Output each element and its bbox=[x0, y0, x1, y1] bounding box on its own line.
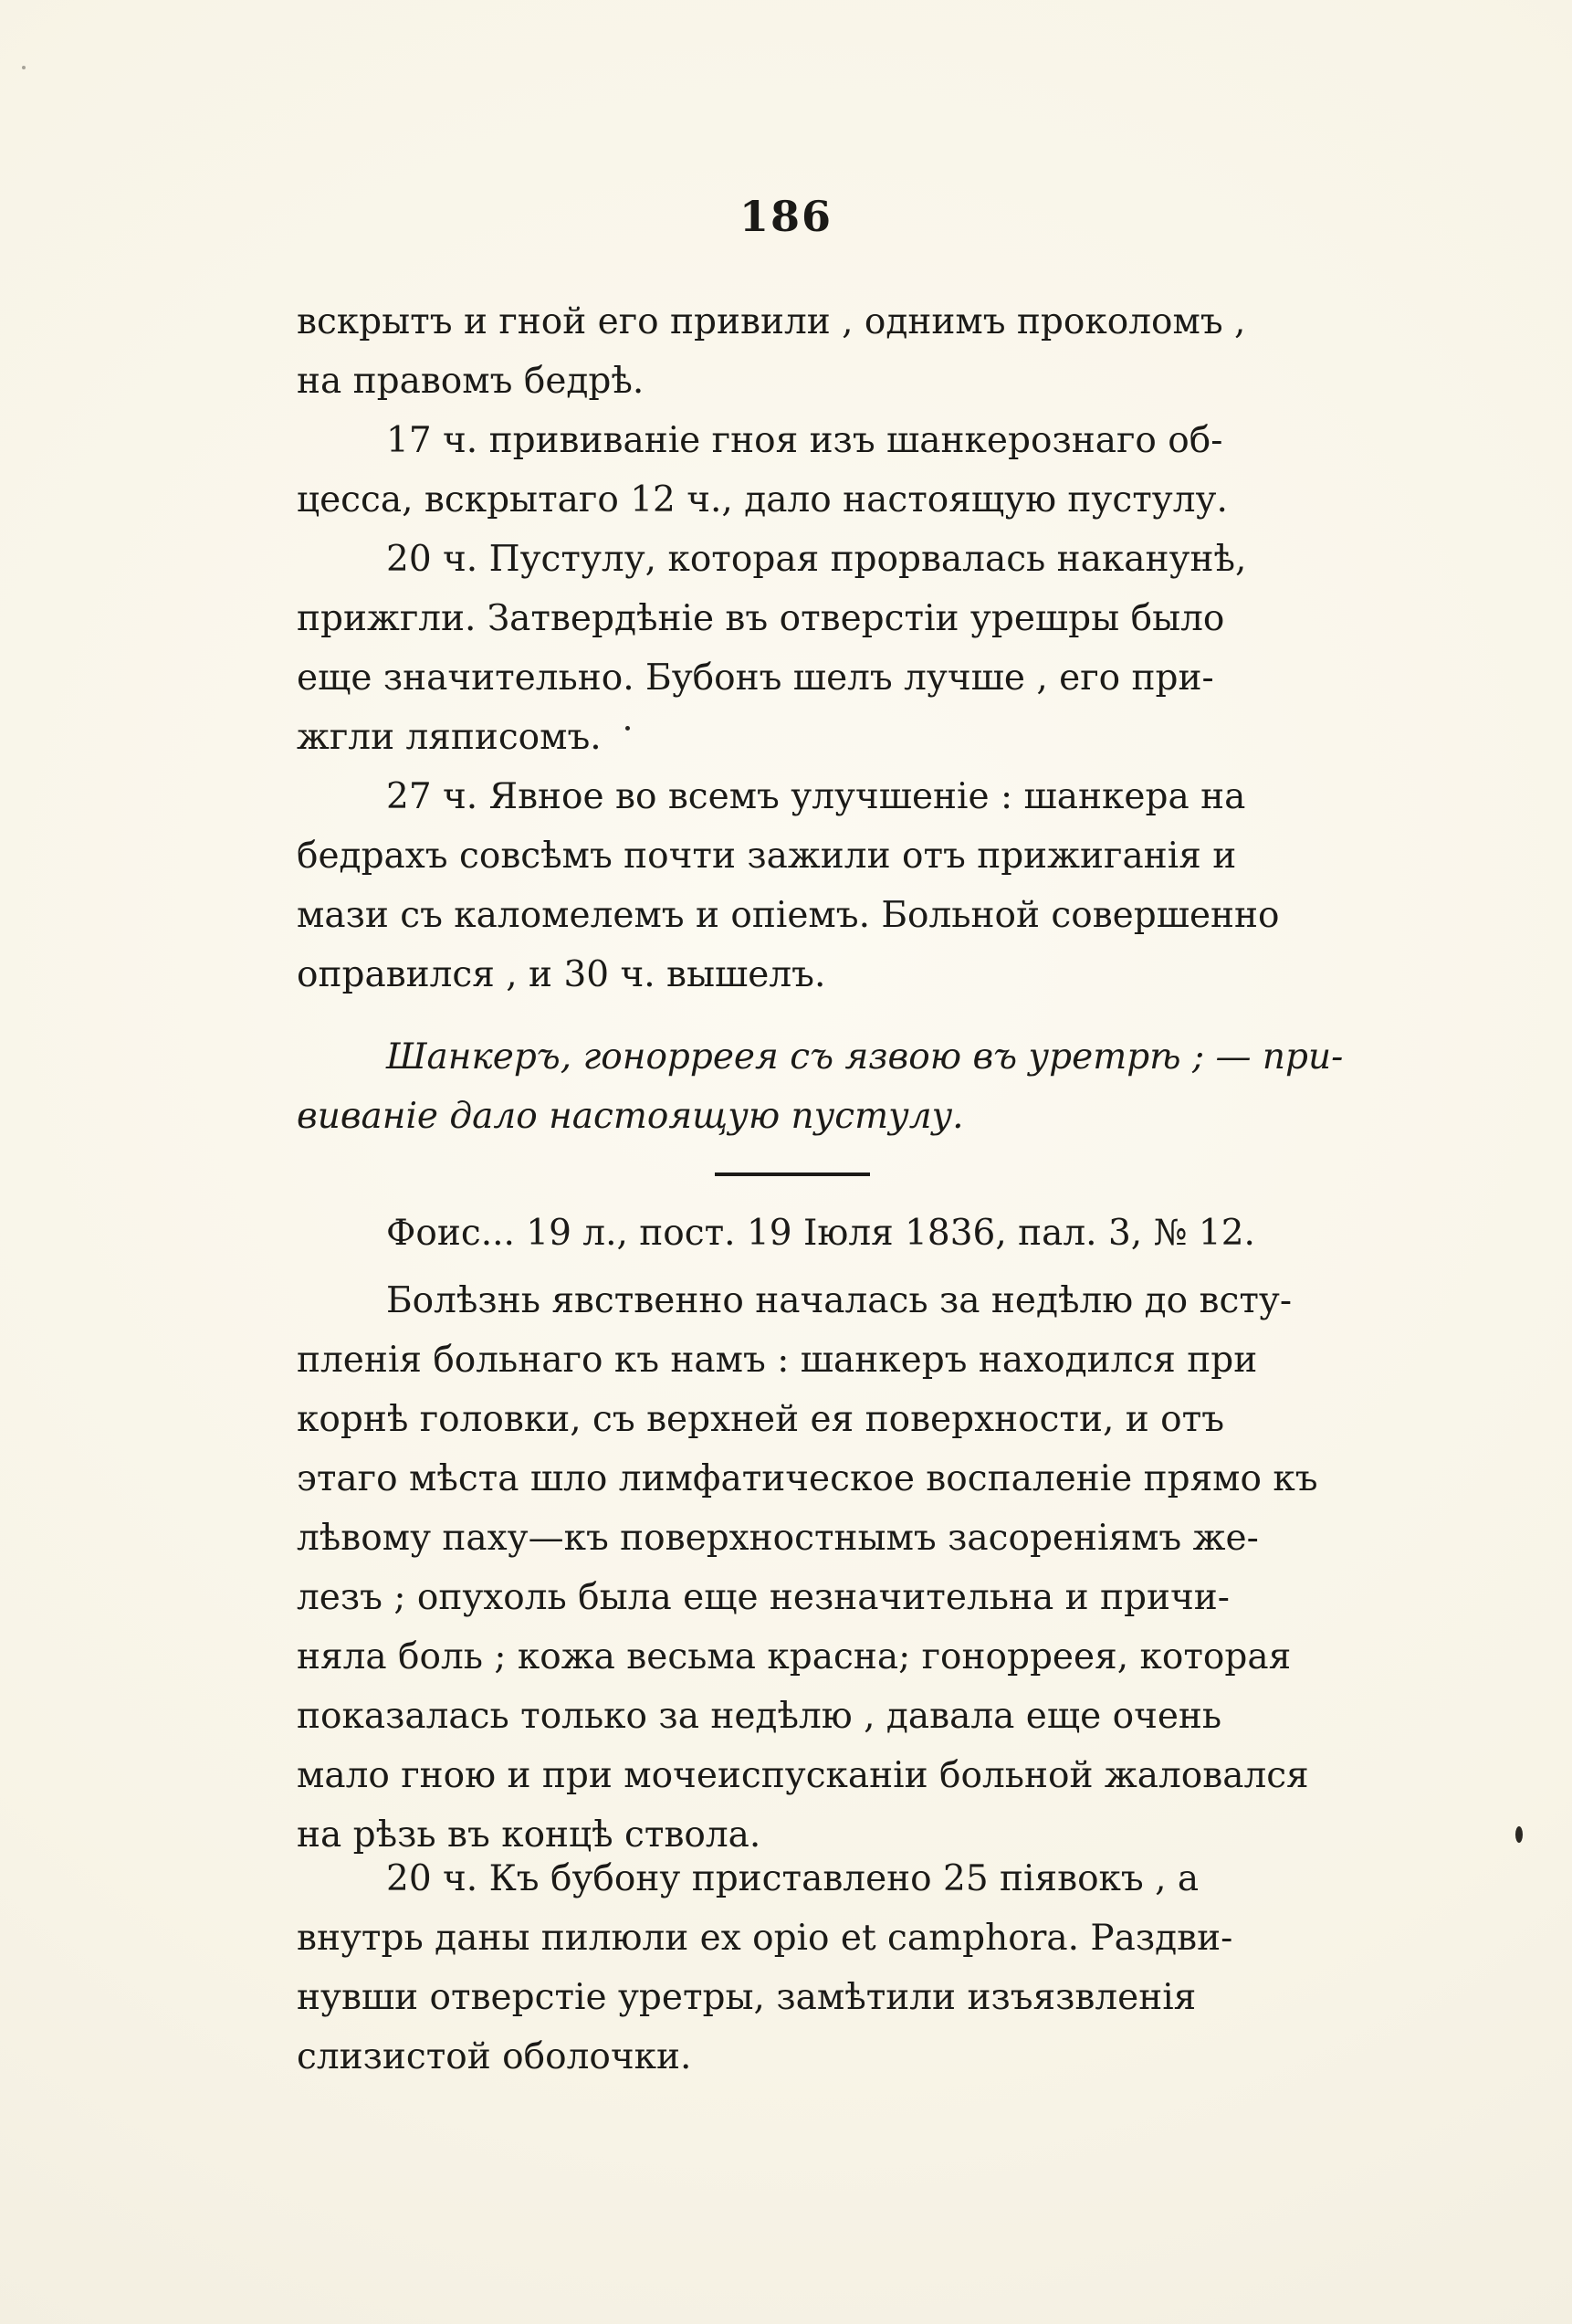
ink-speck bbox=[1515, 1826, 1523, 1843]
text-line: мало гною и при мочеиспусканіи больной жаловался bbox=[297, 1755, 1309, 1796]
text-line: 20 ч. Пустулу, которая прорвалась наканунѣ, bbox=[386, 539, 1247, 580]
text-line: няла боль ; кожа весьма красна; гонорреея, которая bbox=[297, 1636, 1292, 1677]
paragraph-day-27 bbox=[297, 767, 1347, 1004]
text-line: жгли ляписомъ. bbox=[297, 717, 602, 758]
text-line: бедрахъ совсѣмъ почти зажили отъ прижиганія и bbox=[297, 836, 1237, 877]
text-line: слизистой оболочки. bbox=[297, 2036, 692, 2077]
paragraph-day-17 bbox=[297, 411, 1347, 530]
text-line: еще значительно. Бубонъ шелъ лучше , его при- bbox=[297, 657, 1214, 699]
text-line: этаго мѣста шло лимфатическое воспаленіе прямо къ bbox=[297, 1458, 1318, 1499]
text-line: мази съ каломелемъ и опіемъ. Больной совершенно bbox=[297, 895, 1280, 936]
heading-line: виваніе дало настоящую пустулу. bbox=[297, 1096, 964, 1137]
text-line: 27 ч. Явное во всемъ улучшеніе : шанкера на bbox=[386, 776, 1246, 817]
text-line: Болѣзнь явственно началась за недѣлю до всту- bbox=[386, 1280, 1293, 1321]
text-line: 20 ч. Къ бубону приставлено 25 піявокъ , а bbox=[386, 1858, 1200, 1899]
page-number: 186 bbox=[739, 192, 833, 241]
text-line: прижгли. Затвердѣніе въ отверстіи урешры было bbox=[297, 598, 1225, 639]
text-line: нувши отверстіе уретры, замѣтили изъязвленія bbox=[297, 1977, 1197, 2018]
text-line: на правомъ бедрѣ. bbox=[297, 361, 645, 402]
paragraph-day-20 bbox=[297, 530, 1347, 767]
text-line: внутрь даны пилюли ex opio et camphora. Раздви- bbox=[297, 1918, 1233, 1959]
text-line: пленія больнаго къ намъ : шанкеръ находился при bbox=[297, 1340, 1258, 1381]
ink-speck bbox=[22, 66, 26, 69]
paragraph-day-20-treatment bbox=[297, 1849, 1347, 2087]
text-line: лезъ ; опухоль была еще незначительна и причи- bbox=[297, 1577, 1230, 1618]
text-line: лѣвому паху—къ поверхностнымъ засореніямъ же- bbox=[297, 1518, 1259, 1559]
paragraph-continuation bbox=[297, 292, 1347, 411]
text-line: цесса, вскрытаго 12 ч., дало настоящую пустулу. bbox=[297, 479, 1228, 521]
text-line: Фоис... 19 л., пост. 19 Іюля 1836, пал. 3, № 12. bbox=[386, 1213, 1255, 1254]
text-line: 17 ч. прививаніе гноя изъ шанкерознаго об- bbox=[386, 420, 1223, 461]
text-line: показалась только за недѣлю , давала еще очень bbox=[297, 1696, 1222, 1737]
ink-speck bbox=[625, 726, 630, 731]
case-heading bbox=[297, 1027, 1347, 1146]
section-divider bbox=[715, 1173, 870, 1176]
heading-line: Шанкеръ, гонорреея съ язвою въ уретрѣ ; — при- bbox=[386, 1036, 1344, 1078]
text-line: оправился , и 30 ч. вышелъ. bbox=[297, 954, 826, 995]
text-line: корнѣ головки, съ верхней ея поверхности, и отъ bbox=[297, 1399, 1225, 1440]
case-record-line bbox=[297, 1204, 1347, 1263]
paragraph-disease-history bbox=[297, 1271, 1347, 1865]
text-line: вскрытъ и гной его привили , однимъ прокoломъ , bbox=[297, 301, 1246, 342]
text-line: на рѣзь въ концѣ ствола. bbox=[297, 1814, 761, 1856]
